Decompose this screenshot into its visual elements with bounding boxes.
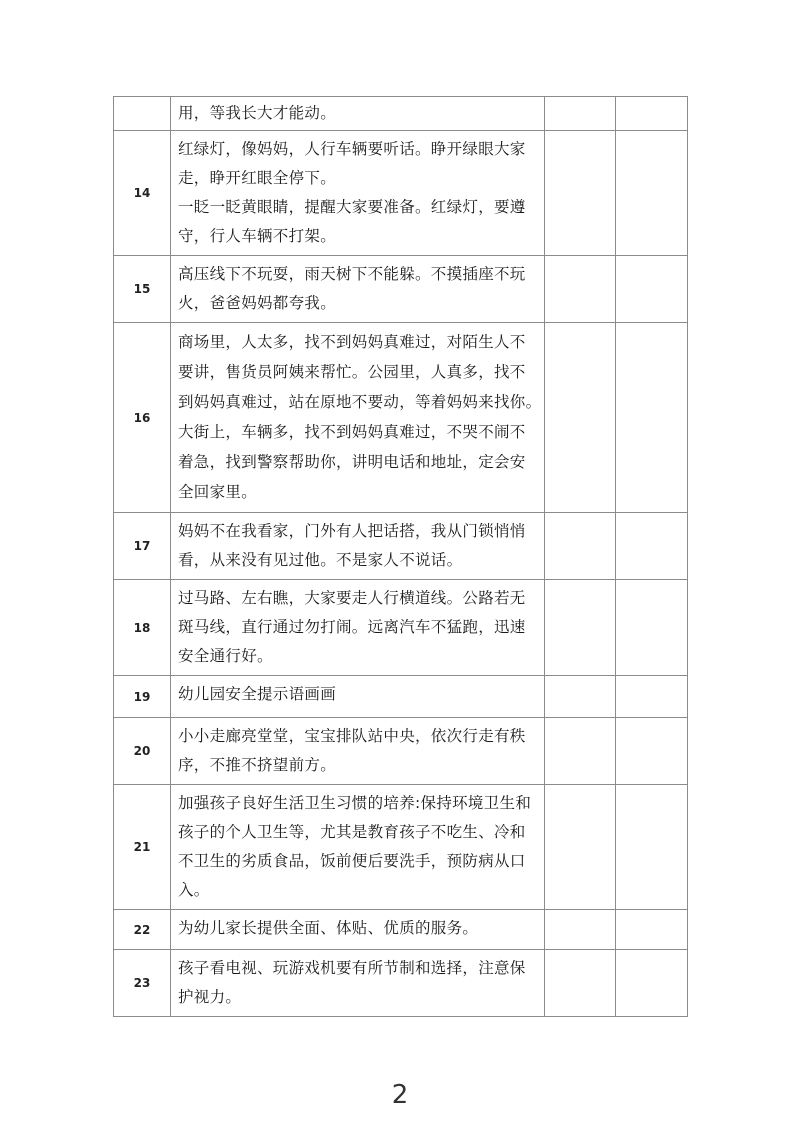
content-line: 过马路、左右瞧，大家要走人行横道线。公路若无	[178, 589, 526, 607]
content-line: 着急，找到警察帮助你，讲明电话和地址，定会安	[178, 453, 526, 471]
row-number: 23	[114, 950, 171, 1017]
empty-cell	[545, 910, 616, 950]
row-content	[171, 785, 545, 910]
row-content	[171, 580, 545, 676]
empty-cell	[616, 718, 688, 785]
table-row	[114, 97, 688, 131]
content-line: 妈妈不在我看家，门外有人把话搭，我从门锁悄悄	[178, 522, 526, 540]
row-content	[171, 950, 545, 1017]
row-number: 14	[114, 131, 171, 256]
row-number: 16	[114, 323, 171, 513]
content-line: 到妈妈真难过，站在原地不要动，等着妈妈来找你。	[178, 393, 542, 411]
empty-cell	[545, 785, 616, 910]
content-line: 小小走廊亮堂堂，宝宝排队站中央，依次行走有秩	[178, 727, 526, 745]
row-number: 17	[114, 513, 171, 580]
content-line: 幼儿园安全提示语画画	[178, 685, 337, 703]
content-line: 护视力。	[178, 988, 242, 1006]
row-number: 19	[114, 676, 171, 718]
table-row	[114, 580, 688, 676]
table-row	[114, 910, 688, 950]
content-line: 为幼儿家长提供全面、体贴、优质的服务。	[178, 919, 479, 937]
content-line: 入。	[178, 881, 210, 899]
content-line: 不卫生的劣质食品，饭前便后要洗手，预防病从口	[178, 852, 526, 870]
content-line: 守，行人车辆不打架。	[178, 227, 337, 245]
row-number: 15	[114, 256, 171, 323]
content-line: 一眨一眨黄眼睛，提醒大家要准备。红绿灯，要遵	[178, 198, 526, 216]
content-line: 高压线下不玩耍，雨天树下不能躲。不摸插座不玩	[178, 265, 526, 283]
empty-cell	[545, 131, 616, 256]
row-content	[171, 323, 545, 513]
empty-cell	[545, 513, 616, 580]
content-line: 要讲，售货员阿姨来帮忙。公园里，人真多，找不	[178, 363, 526, 381]
content-line: 走，睁开红眼全停下。	[178, 169, 337, 187]
empty-cell	[616, 513, 688, 580]
table-row	[114, 950, 688, 1017]
table-row	[114, 718, 688, 785]
content-line: 大街上，车辆多，找不到妈妈真难过，不哭不闹不	[178, 423, 526, 441]
row-content	[171, 676, 545, 718]
table-row	[114, 676, 688, 718]
content-line: 火，爸爸妈妈都夸我。	[178, 294, 337, 312]
empty-cell	[545, 718, 616, 785]
content-line: 序，不推不挤望前方。	[178, 756, 337, 774]
row-content	[171, 256, 545, 323]
content-line: 用，等我长大才能动。	[178, 104, 337, 122]
content-line: 斑马线，直行通过勿打闹。远离汽车不猛跑，迅速	[178, 618, 526, 636]
empty-cell	[616, 950, 688, 1017]
content-line: 商场里，人太多，找不到妈妈真难过，对陌生人不	[178, 333, 526, 351]
row-number: 22	[114, 910, 171, 950]
empty-cell	[616, 97, 688, 131]
row-number	[114, 97, 171, 131]
empty-cell	[616, 910, 688, 950]
content-line: 全回家里。	[178, 483, 258, 501]
empty-cell	[616, 323, 688, 513]
content-line: 加强孩子良好生活卫生习惯的培养:保持环境卫生和	[178, 794, 532, 812]
content-line: 孩子的个人卫生等，尤其是教育孩子不吃生、冷和	[178, 823, 526, 841]
row-content	[171, 513, 545, 580]
empty-cell	[545, 580, 616, 676]
empty-cell	[616, 580, 688, 676]
content-line: 看，从来没有见过他。不是家人不说话。	[178, 551, 463, 569]
row-number: 20	[114, 718, 171, 785]
row-content	[171, 131, 545, 256]
empty-cell	[616, 676, 688, 718]
table-row	[114, 785, 688, 910]
empty-cell	[545, 950, 616, 1017]
empty-cell	[545, 256, 616, 323]
row-content	[171, 97, 545, 131]
empty-cell	[545, 97, 616, 131]
empty-cell	[616, 131, 688, 256]
table-row	[114, 513, 688, 580]
content-line: 安全通行好。	[178, 647, 273, 665]
row-number: 18	[114, 580, 171, 676]
empty-cell	[616, 785, 688, 910]
content-line: 红绿灯，像妈妈，人行车辆要听话。睁开绿眼大家	[178, 140, 526, 158]
row-number: 21	[114, 785, 171, 910]
row-content	[171, 910, 545, 950]
row-content	[171, 718, 545, 785]
content-line: 孩子看电视、玩游戏机要有所节制和选择，注意保	[178, 959, 526, 977]
page-number: 2	[391, 1080, 409, 1110]
table-body	[114, 97, 688, 1017]
table-row	[114, 131, 688, 256]
table-row	[114, 256, 688, 323]
empty-cell	[545, 676, 616, 718]
empty-cell	[616, 256, 688, 323]
table-row	[114, 323, 688, 513]
safety-content-table	[113, 96, 688, 1017]
empty-cell	[545, 323, 616, 513]
